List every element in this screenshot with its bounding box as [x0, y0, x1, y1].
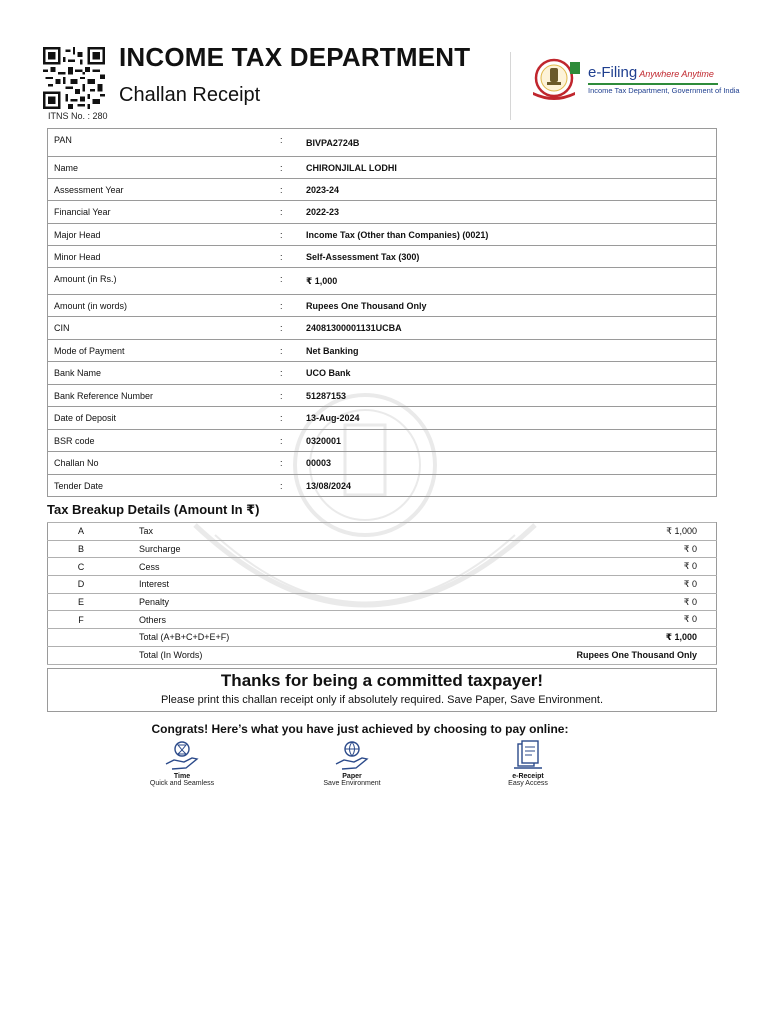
detail-label: Bank Name	[48, 362, 281, 385]
thanks-title: Thanks for being a committed taxpayer!	[220, 671, 544, 690]
detail-row	[48, 452, 717, 475]
detail-row	[48, 385, 717, 407]
detail-value: Self-Assessment Tax (300)	[300, 246, 717, 268]
efiling-underline	[588, 83, 718, 85]
efiling-tagline: Anywhere Anytime	[639, 69, 714, 79]
breakup-amount: ₹ 1,000	[365, 629, 716, 647]
detail-label: Financial Year	[48, 201, 281, 224]
itns-number: ITNS No. : 280	[48, 111, 108, 121]
detail-row	[48, 179, 717, 201]
detail-label: CIN	[48, 317, 281, 340]
thanks-subtitle: Please print this challan receipt only if absolutely required. Save Paper, Save Environment.	[160, 694, 604, 706]
detail-value: 0320001	[300, 430, 717, 452]
breakup-row	[48, 558, 717, 576]
breakup-amount: ₹ 0	[365, 558, 716, 576]
detail-value: CHIRONJILAL LODHI	[300, 157, 717, 179]
detail-separator: :	[280, 385, 300, 407]
efiling-brand	[588, 64, 714, 81]
detail-separator: :	[280, 430, 300, 452]
clock-hand-icon	[164, 740, 200, 772]
detail-label: Amount (in words)	[48, 295, 281, 317]
detail-value: 24081300001131UCBA	[300, 317, 717, 340]
breakup-label: Total (In Words)	[139, 646, 365, 664]
detail-row	[48, 362, 717, 385]
feature-paper-title: Paper	[342, 773, 362, 780]
feature-ereceipt	[478, 740, 578, 787]
efiling-subtitle: Income Tax Department, Government of India	[588, 86, 740, 95]
detail-value: 13-Aug-2024	[300, 407, 717, 430]
detail-value: ₹ 1,000	[300, 268, 717, 295]
detail-separator: :	[280, 317, 300, 340]
detail-value: 00003	[300, 452, 717, 475]
efiling-logo-icon	[530, 58, 584, 102]
detail-label: Minor Head	[48, 246, 281, 268]
breakup-amount: ₹ 0	[365, 540, 716, 558]
receipt-icon	[510, 740, 546, 772]
detail-row	[48, 201, 717, 224]
breakup-code: E	[48, 593, 140, 611]
globe-hand-icon	[334, 740, 370, 772]
breakup-label: Penalty	[139, 593, 365, 611]
detail-label: Date of Deposit	[48, 407, 281, 430]
detail-value: 13/08/2024	[300, 475, 717, 497]
detail-label: Name	[48, 157, 281, 179]
detail-value: UCO Bank	[300, 362, 717, 385]
detail-row	[48, 430, 717, 452]
header-divider	[510, 52, 511, 120]
breakup-amount: ₹ 1,000	[365, 523, 716, 541]
feature-ereceipt-subtitle: Easy Access	[508, 780, 548, 787]
breakup-label: Others	[139, 611, 365, 629]
qr-code-icon	[43, 47, 105, 109]
breakup-amount: ₹ 0	[365, 593, 716, 611]
detail-value: 51287153	[300, 385, 717, 407]
detail-row	[48, 246, 717, 268]
detail-label: Amount (in Rs.)	[48, 268, 281, 295]
detail-label: BSR code	[48, 430, 281, 452]
detail-label: Mode of Payment	[48, 340, 281, 362]
breakup-label: Surcharge	[139, 540, 365, 558]
detail-value: 2022-23	[300, 201, 717, 224]
detail-separator: :	[280, 157, 300, 179]
detail-row	[48, 224, 717, 246]
feature-paper	[302, 740, 402, 787]
detail-value: BIVPA2724B	[300, 129, 717, 157]
tax-breakup-title: Tax Breakup Details (Amount In ₹)	[47, 502, 260, 517]
breakup-code: D	[48, 576, 140, 594]
detail-separator: :	[280, 246, 300, 268]
breakup-label: Tax	[139, 523, 365, 541]
feature-ereceipt-title: e-Receipt	[512, 773, 544, 780]
breakup-code: A	[48, 523, 140, 541]
detail-separator: :	[280, 129, 300, 157]
breakup-code	[48, 646, 140, 664]
breakup-code	[48, 629, 140, 647]
detail-row	[48, 129, 717, 157]
feature-paper-subtitle: Save Environment	[323, 780, 381, 787]
detail-separator: :	[280, 201, 300, 224]
detail-row	[48, 407, 717, 430]
detail-value: Net Banking	[300, 340, 717, 362]
breakup-amount: ₹ 0	[365, 611, 716, 629]
detail-value: Rupees One Thousand Only	[300, 295, 717, 317]
detail-row	[48, 157, 717, 179]
detail-separator: :	[280, 452, 300, 475]
congrats-message: Congrats! Here’s what you have just achieved by choosing to pay online:	[151, 722, 569, 736]
detail-label: Bank Reference Number	[48, 385, 281, 407]
detail-separator: :	[280, 295, 300, 317]
detail-separator: :	[280, 224, 300, 246]
feature-time-title: Time	[173, 773, 191, 780]
breakup-row	[48, 576, 717, 594]
breakup-row	[48, 540, 717, 558]
tax-breakup-table	[47, 522, 717, 665]
detail-separator: :	[280, 179, 300, 201]
breakup-row	[48, 523, 717, 541]
feature-time	[132, 740, 232, 787]
breakup-label: Total (A+B+C+D+E+F)	[139, 629, 365, 647]
detail-separator: :	[280, 407, 300, 430]
page-title: Challan Receipt	[119, 84, 261, 106]
efiling-brand-name: e-Filing	[588, 64, 638, 81]
breakup-label: Interest	[139, 576, 365, 594]
detail-value: Income Tax (Other than Companies) (0021)	[300, 224, 717, 246]
breakup-amount: ₹ 0	[365, 576, 716, 594]
detail-separator: :	[280, 475, 300, 497]
detail-row	[48, 295, 717, 317]
detail-label: Major Head	[48, 224, 281, 246]
detail-label: PAN	[48, 129, 281, 157]
breakup-row	[48, 611, 717, 629]
detail-label: Tender Date	[48, 475, 281, 497]
feature-time-subtitle: Quick and Seamless	[149, 780, 215, 787]
breakup-amount: Rupees One Thousand Only	[365, 646, 716, 664]
breakup-code: F	[48, 611, 140, 629]
detail-separator: :	[280, 340, 300, 362]
detail-row	[48, 475, 717, 497]
detail-separator: :	[280, 268, 300, 295]
thanks-box	[47, 668, 717, 712]
detail-separator: :	[280, 362, 300, 385]
breakup-row	[48, 629, 717, 647]
department-title: INCOME TAX DEPARTMENT	[119, 42, 471, 72]
breakup-row	[48, 593, 717, 611]
detail-row	[48, 268, 717, 295]
detail-label: Challan No	[48, 452, 281, 475]
breakup-code: C	[48, 558, 140, 576]
detail-value: 2023-24	[300, 179, 717, 201]
challan-details-table	[47, 128, 717, 497]
breakup-row	[48, 646, 717, 664]
breakup-label: Cess	[139, 558, 365, 576]
detail-row	[48, 317, 717, 340]
detail-row	[48, 340, 717, 362]
detail-label: Assessment Year	[48, 179, 281, 201]
breakup-code: B	[48, 540, 140, 558]
